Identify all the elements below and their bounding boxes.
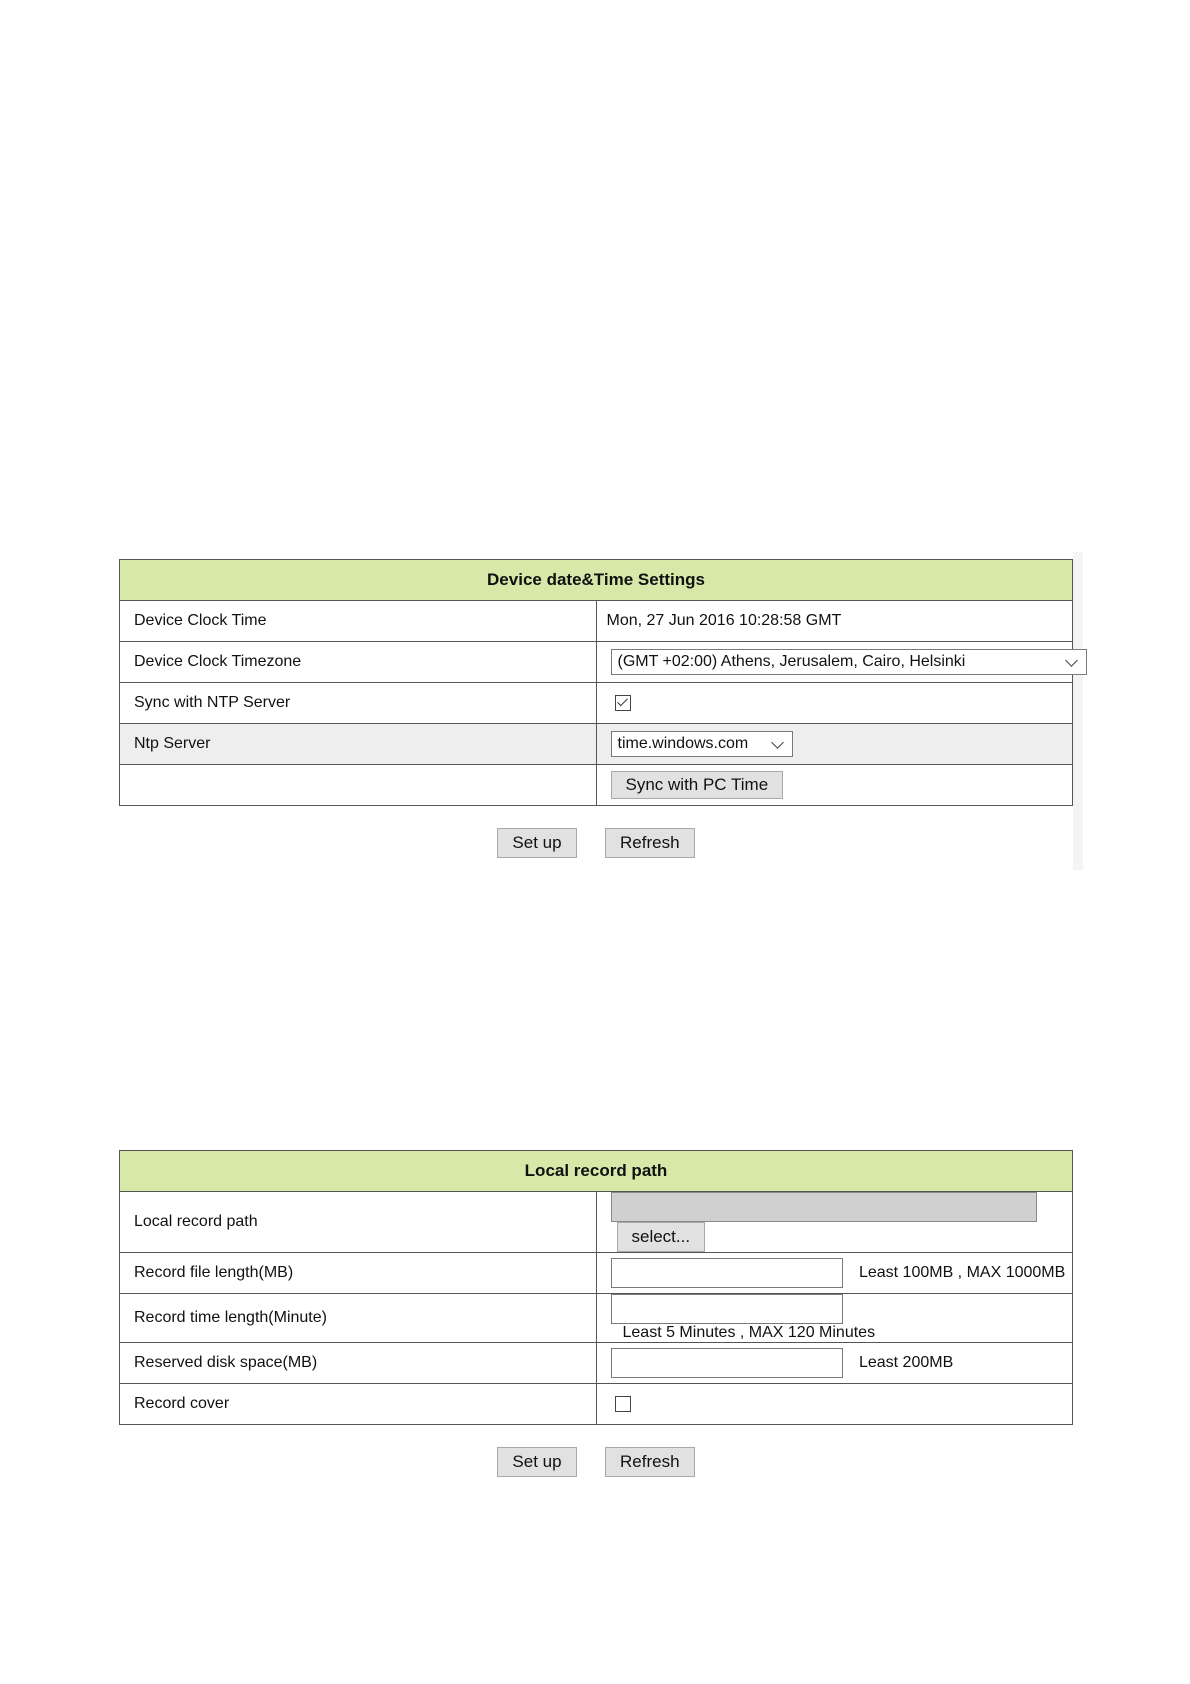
ntp-server-cell bbox=[596, 724, 1073, 765]
disk-space-hint: Least 200MB bbox=[858, 1354, 954, 1372]
timezone-select[interactable] bbox=[611, 649, 1087, 675]
ntp-server-select-value: time.windows.com bbox=[617, 735, 749, 752]
record-settings-table bbox=[119, 1150, 1073, 1425]
ntp-server-label: Ntp Server bbox=[120, 724, 597, 765]
record-cover-checkbox[interactable] bbox=[615, 1396, 631, 1412]
select-path-button[interactable]: select... bbox=[617, 1222, 706, 1252]
sync-pc-time-button[interactable]: Sync with PC Time bbox=[611, 771, 784, 799]
row-disk-space bbox=[120, 1343, 1073, 1384]
timezone-label: Device Clock Timezone bbox=[120, 642, 597, 683]
disk-space-input[interactable] bbox=[611, 1348, 843, 1378]
record-path-cell bbox=[596, 1192, 1073, 1253]
datetime-settings-table bbox=[119, 559, 1073, 806]
record-panel-title: Local record path bbox=[120, 1151, 1073, 1192]
disk-space-label: Reserved disk space(MB) bbox=[120, 1343, 597, 1384]
panel-side-shadow bbox=[1073, 552, 1083, 870]
file-length-label: Record file length(MB) bbox=[120, 1253, 597, 1294]
record-path-label: Local record path bbox=[120, 1192, 597, 1253]
row-time-length bbox=[120, 1294, 1073, 1343]
datetime-setup-button[interactable]: Set up bbox=[497, 828, 576, 858]
time-length-label: Record time length(Minute) bbox=[120, 1294, 597, 1343]
datetime-actions bbox=[119, 828, 1073, 858]
time-length-input[interactable] bbox=[611, 1294, 843, 1324]
file-length-input[interactable] bbox=[611, 1258, 843, 1288]
file-length-cell bbox=[596, 1253, 1073, 1294]
time-length-cell bbox=[596, 1294, 1073, 1343]
sync-pc-cell bbox=[596, 765, 1073, 806]
row-ntp-server bbox=[120, 724, 1073, 765]
record-cover-label: Record cover bbox=[120, 1384, 597, 1425]
datetime-panel-title: Device date&Time Settings bbox=[120, 560, 1073, 601]
timezone-select-value: (GMT +02:00) Athens, Jerusalem, Cairo, Helsinki bbox=[617, 653, 966, 670]
timezone-cell bbox=[596, 642, 1073, 683]
row-file-length bbox=[120, 1253, 1073, 1294]
time-length-hint: Least 5 Minutes , MAX 120 Minutes bbox=[622, 1324, 876, 1341]
sync-pc-label-empty bbox=[120, 765, 597, 806]
file-length-hint: Least 100MB , MAX 1000MB bbox=[858, 1264, 1066, 1281]
record-cover-cell bbox=[596, 1384, 1073, 1425]
ntp-sync-label: Sync with NTP Server bbox=[120, 683, 597, 724]
ntp-sync-cell bbox=[596, 683, 1073, 724]
row-timezone bbox=[120, 642, 1073, 683]
disk-space-cell bbox=[596, 1343, 1073, 1384]
record-refresh-button[interactable]: Refresh bbox=[605, 1447, 695, 1477]
row-record-cover bbox=[120, 1384, 1073, 1425]
row-ntp-sync bbox=[120, 683, 1073, 724]
chevron-down-icon bbox=[1065, 654, 1078, 667]
record-setup-button[interactable]: Set up bbox=[497, 1447, 576, 1477]
clock-time-label: Device Clock Time bbox=[120, 601, 597, 642]
record-actions bbox=[119, 1447, 1073, 1477]
record-path-input[interactable] bbox=[611, 1192, 1037, 1222]
row-record-path bbox=[120, 1192, 1073, 1253]
datetime-refresh-button[interactable]: Refresh bbox=[605, 828, 695, 858]
chevron-down-icon bbox=[771, 736, 784, 749]
device-datetime-panel bbox=[119, 559, 1073, 858]
row-clock-time bbox=[120, 601, 1073, 642]
local-record-panel bbox=[119, 1150, 1073, 1477]
row-sync-pc bbox=[120, 765, 1073, 806]
ntp-server-select[interactable] bbox=[611, 731, 793, 757]
clock-time-value: Mon, 27 Jun 2016 10:28:58 GMT bbox=[596, 601, 1073, 642]
ntp-sync-checkbox[interactable] bbox=[615, 695, 631, 711]
